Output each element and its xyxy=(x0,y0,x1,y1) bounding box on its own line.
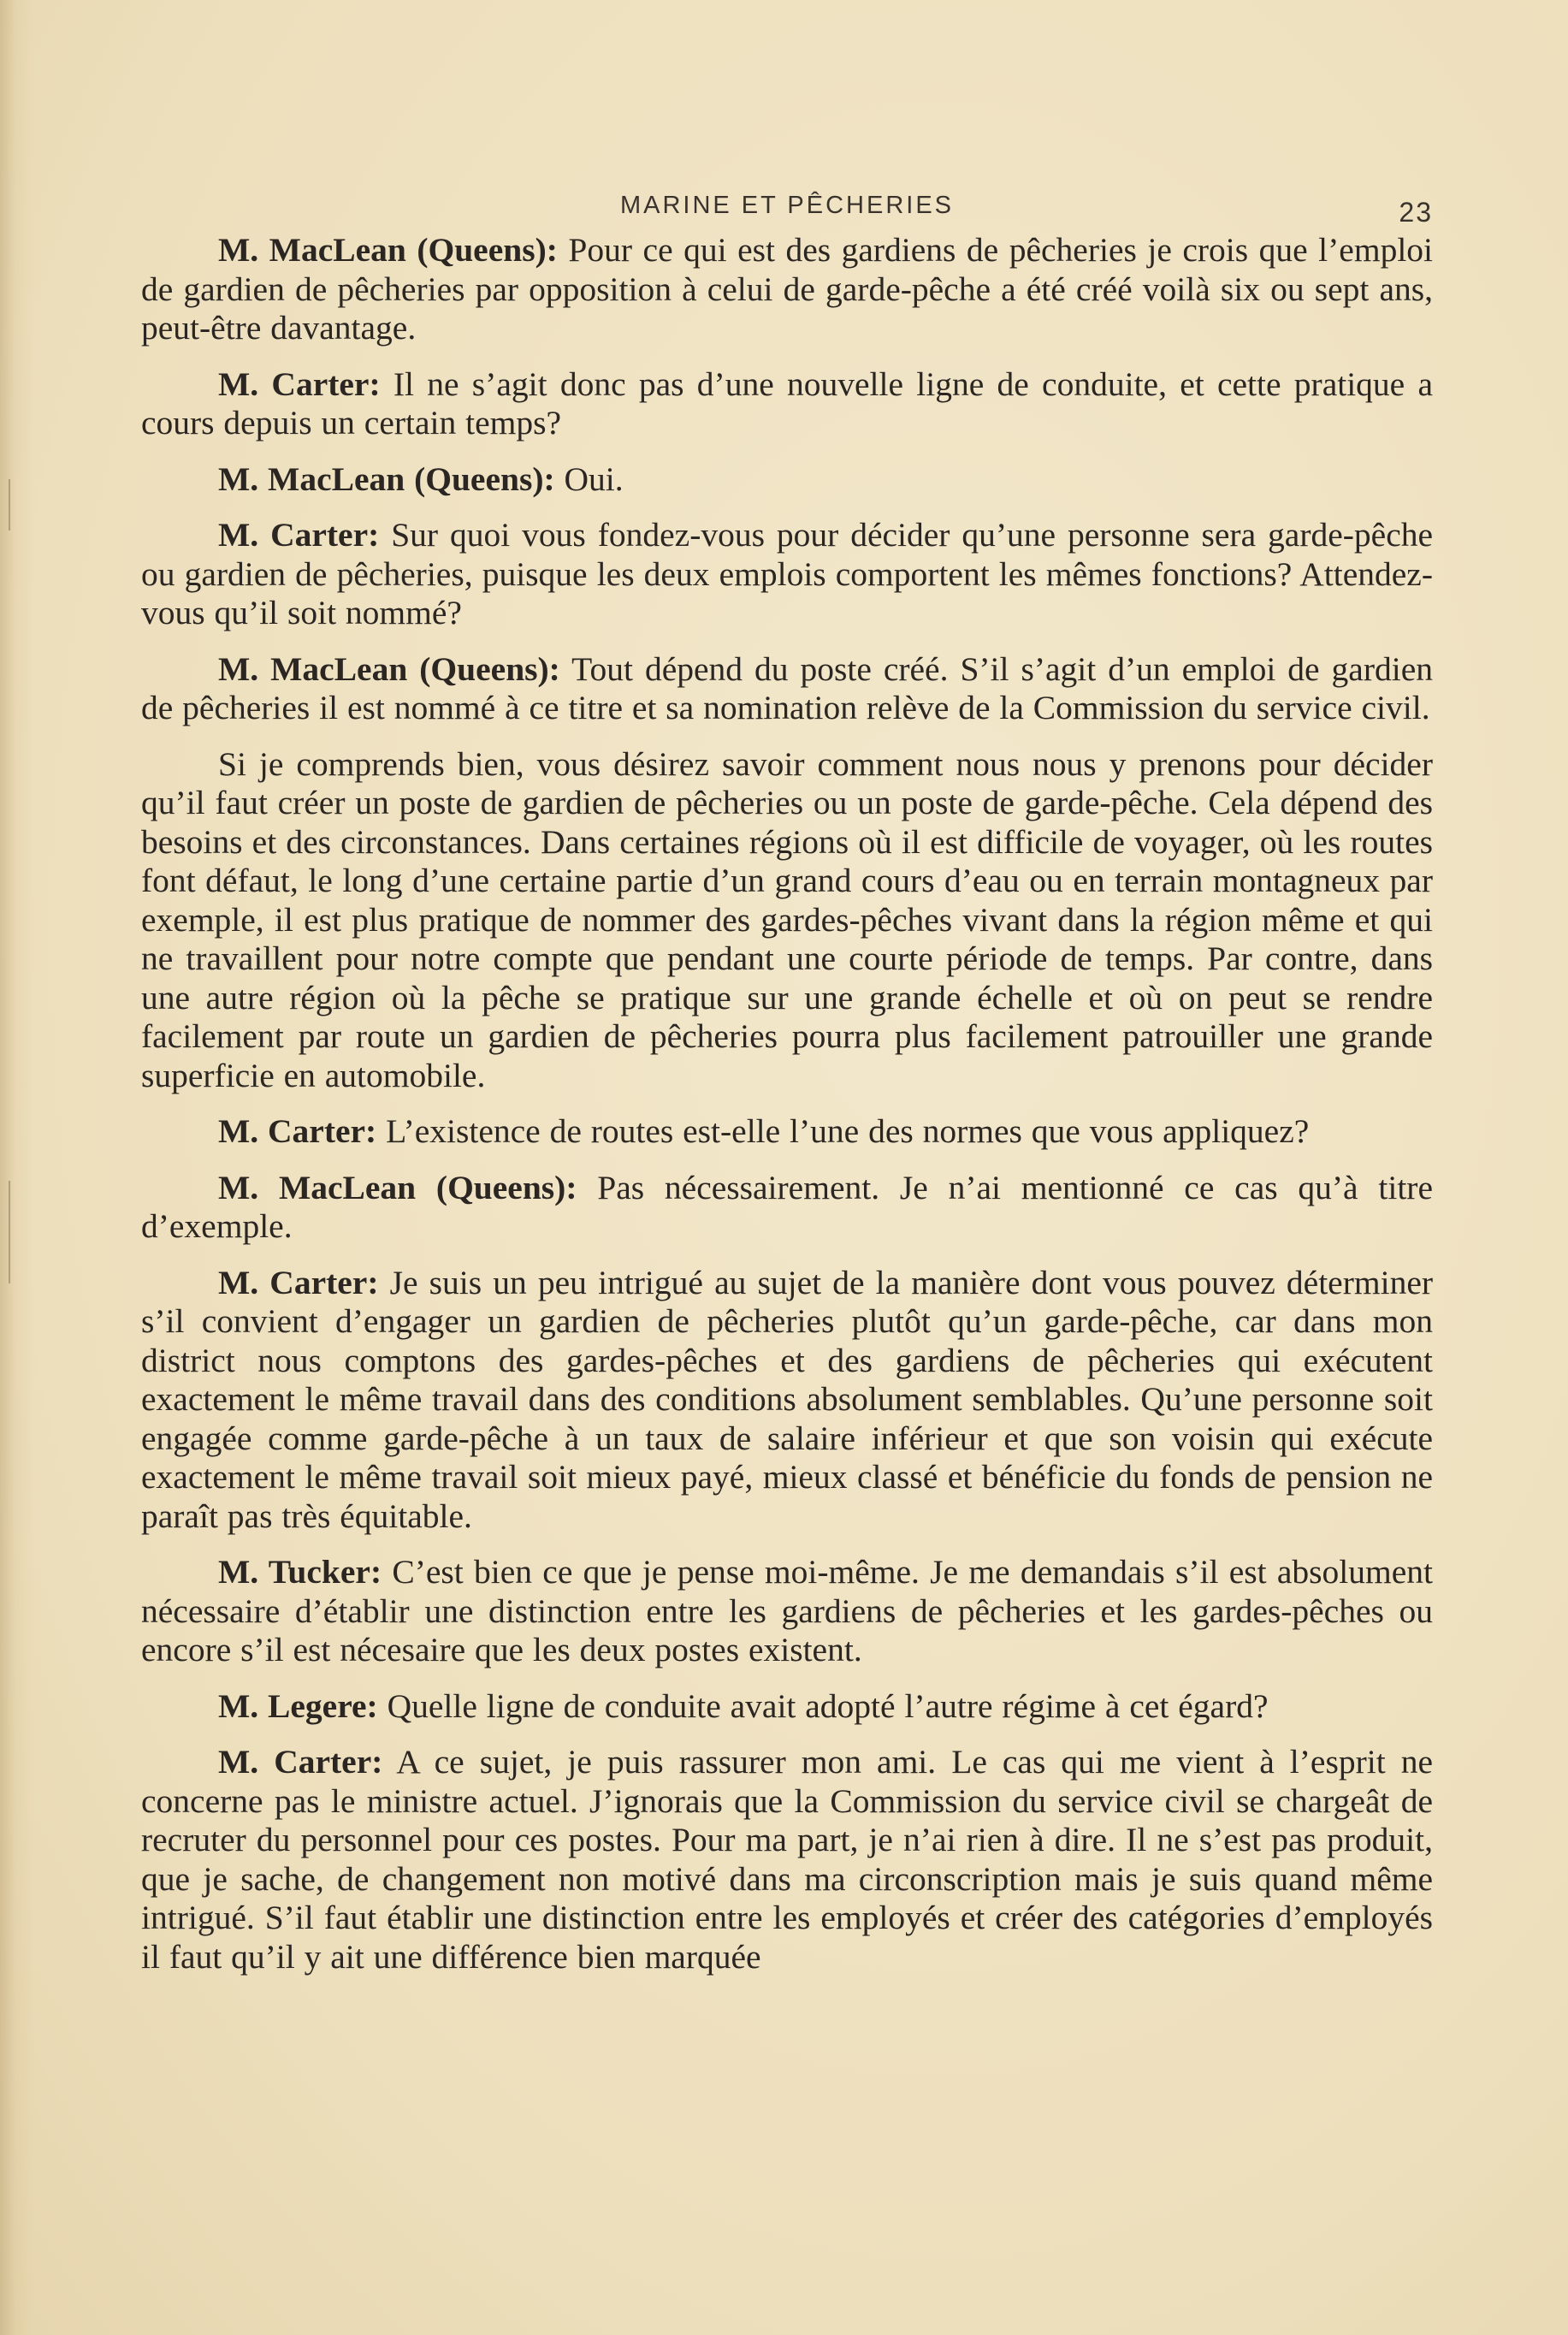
paragraph-text: Je suis un peu intrigué au sujet de la manière dont vous pouvez déterminer s’il convient d’engager un gardien de pêcheries plutôt qu’un garde-pêche, car dans mon district nous comptons des gardes-pêches et des gardiens de pêcheries qui exécutent exactement le même travail dans des conditions absolument semblables. Qu’une personne soit engagée comme garde-pêche à un taux de salaire inférieur et que son voisin qui exécute exactement le même travail soit mieux payé, mieux classé et bénéficie du fonds de pension ne paraît pas très équitable. xyxy=(141,1263,1434,1535)
paragraph-text: Oui. xyxy=(564,459,624,498)
paragraph xyxy=(141,1169,1433,1247)
margin-stain xyxy=(9,479,10,530)
paragraph xyxy=(141,365,1433,443)
speaker-name: M. Carter: xyxy=(218,1263,379,1301)
paragraph-text: Tout dépend du poste créé. S’il s’agit d’un emploi de gardien de pêcheries il est nommé à ce titre et sa nomination relève de la Commission du service civil. xyxy=(141,649,1434,726)
paragraph xyxy=(141,1112,1433,1152)
paragraph-text: Sur quoi vous fondez-vous pour décider qu’une personne sera garde-pêche ou gardien de pêcheries, puisque les deux emplois comportent les mêmes fonctions? Attendez-vous qu’il soit nommé? xyxy=(141,516,1434,631)
paragraph xyxy=(141,1743,1433,1976)
paragraph xyxy=(141,650,1433,728)
paragraph-text: A ce sujet, je puis rassurer mon ami. Le cas qui me vient à l’esprit ne concerne pas le ministre actuel. J’ignorais que la Commission du service civil se chargeât de recruter du personnel pour ces postes. Pour ma part, je n’ai rien à dire. Il ne s’est pas produit, que je sache, de changement non motivé dans ma circonscription mais je suis quand même intrigué. S’il faut établir une distinction entre les employés et créer des catégories d’employés il faut qu’il y ait une différence bien marquée xyxy=(141,1743,1433,1976)
paragraph-text: Si je comprends bien, vous désirez savoir comment nous nous y prenons pour décider qu’il faut créer un poste de gardien de pêcheries ou un poste de garde-pêche. Cela dépend des besoins et des circonstances. Dans certaines régions où il est difficile de voyager, où les routes font défaut, le long d’une certaine partie d’un grand cours d’eau ou en terrain montagneux par exemple, il est plus pratique de nommer des gardes-pêches vivant dans la région même et qui ne travaillent pour notre compte que pendant une courte période de temps. Par contre, dans une autre région où la pêche se pratique sur une grande échelle et où on peut se rendre facilement par route un gardien de pêcheries pourra plus facilement patrouiller une grande superficie en automobile. xyxy=(141,744,1433,1094)
paragraph-text: C’est bien ce que je pense moi-même. Je me demandais s’il est absolument nécessaire d’établir une distinction entre les gardiens de pêcheries et les gardes-pêches ou encore s’il est nécesaire que les deux postes existent. xyxy=(141,1553,1434,1668)
speaker-name: M. Legere: xyxy=(218,1686,378,1725)
speaker-name: M. Carter: xyxy=(218,1743,383,1781)
running-title: MARINE ET PÊCHERIES xyxy=(619,192,955,219)
speaker-name: M. MacLean (Queens): xyxy=(218,231,558,269)
paragraph-text: Quelle ligne de conduite avait adopté l’autre régime à cet égard? xyxy=(387,1686,1269,1725)
paragraph xyxy=(141,516,1433,633)
paragraph-text: Il ne s’agit donc pas d’une nouvelle ligne de conduite, et cette pratique a cours depuis un certain temps? xyxy=(141,364,1434,442)
paragraph-text: Pas nécessairement. Je n’ai mentionné ce cas qu’à titre d’exemple. xyxy=(141,1168,1433,1245)
speaker-name: M. Carter: xyxy=(218,364,381,403)
paragraph xyxy=(141,1553,1433,1670)
paragraph xyxy=(141,1687,1433,1727)
paragraph xyxy=(141,745,1433,1096)
page-number: 23 xyxy=(1399,197,1433,228)
speaker-name: M. MacLean (Queens): xyxy=(218,1168,577,1206)
paragraph-text: L’existence de routes est-elle l’une des normes que vous appliquez? xyxy=(386,1112,1310,1150)
running-head xyxy=(141,188,1433,231)
paragraph xyxy=(141,460,1433,500)
paragraph-text: Pour ce qui est des gardiens de pêcheries je crois que l’emploi de gardien de pêcheries par opposition à celui de garde-pêche a été créé voilà six ou sept ans, peut-être davantage. xyxy=(141,231,1434,347)
speaker-name: M. Carter: xyxy=(218,1112,377,1150)
speaker-name: M. Tucker: xyxy=(218,1553,382,1591)
paragraph xyxy=(141,1264,1433,1537)
document-page xyxy=(141,188,1433,1994)
speaker-name: M. MacLean (Queens): xyxy=(218,649,560,688)
speaker-name: M. Carter: xyxy=(218,516,380,554)
margin-stain xyxy=(9,1181,10,1283)
body-text xyxy=(141,231,1433,1976)
speaker-name: M. MacLean (Queens): xyxy=(218,459,555,498)
paragraph xyxy=(141,231,1433,348)
